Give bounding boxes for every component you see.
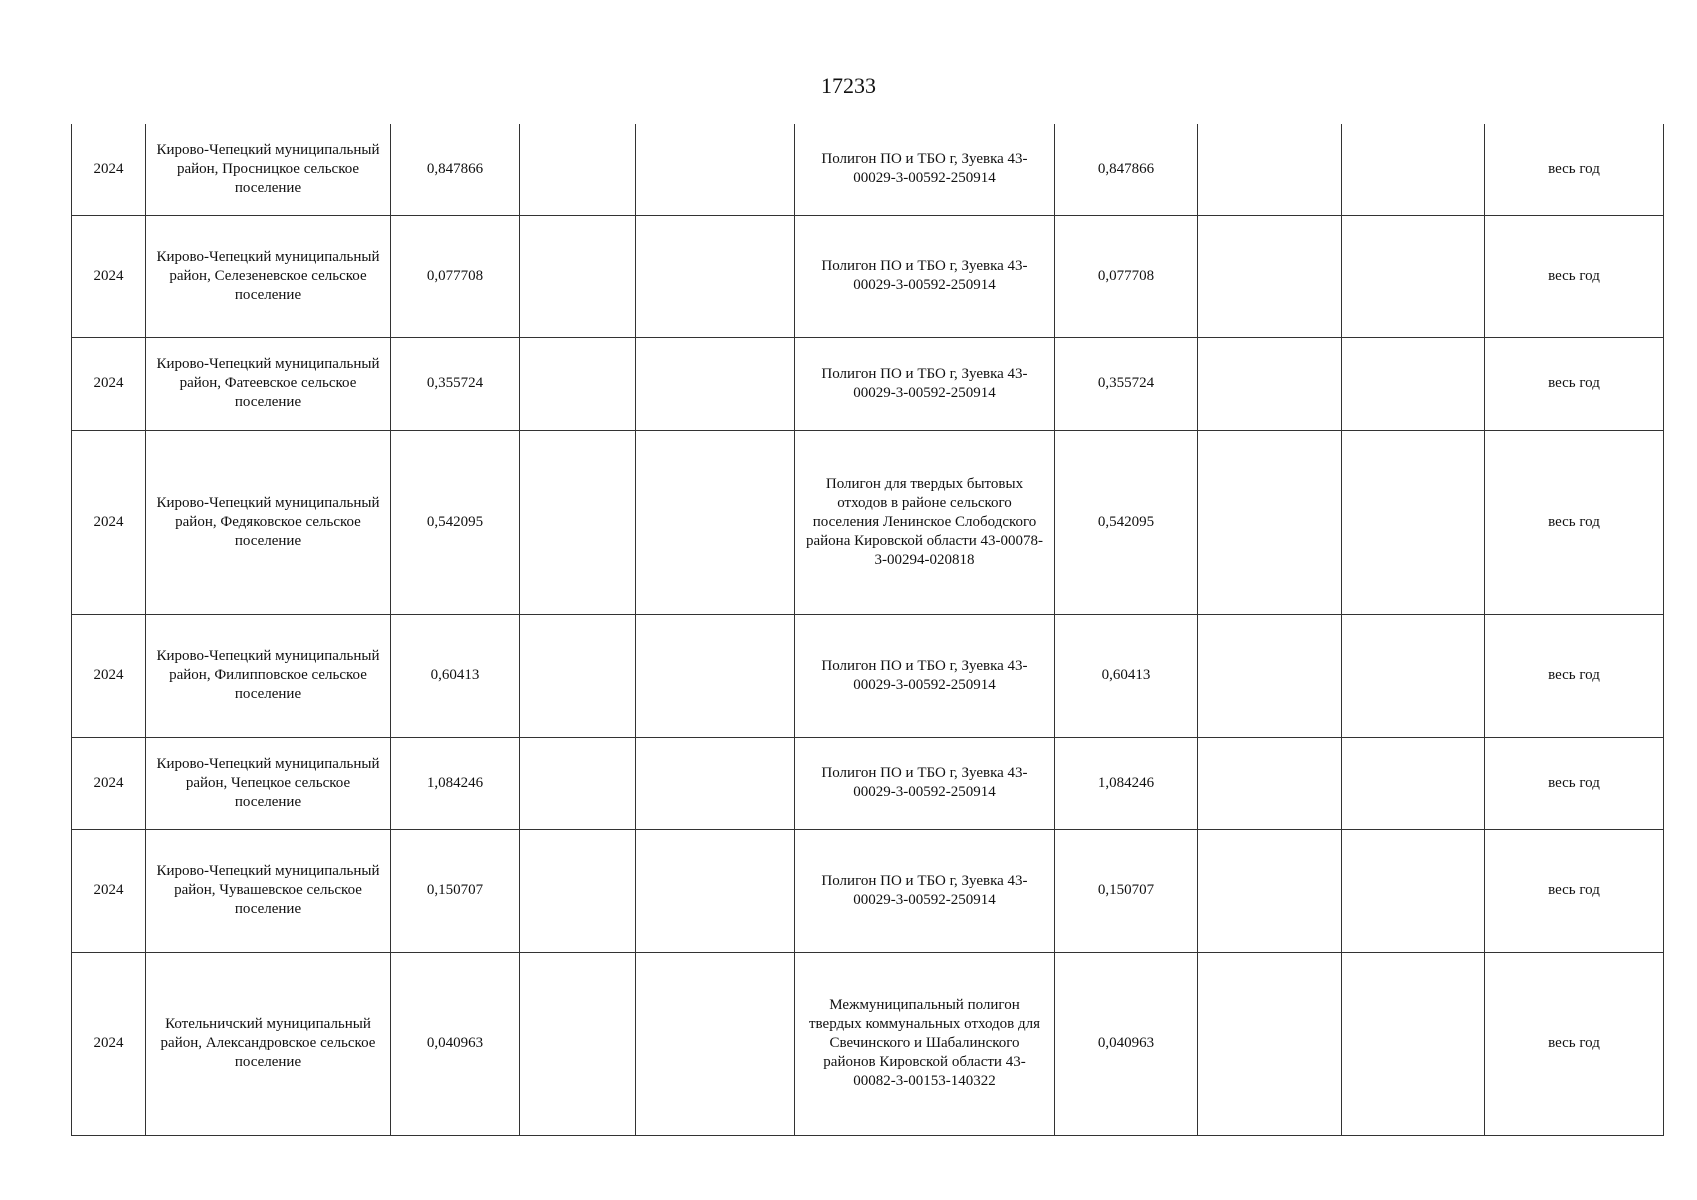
cell-empty-9	[1342, 430, 1485, 614]
cell-period: весь год	[1485, 124, 1664, 215]
cell-empty-5	[636, 737, 795, 829]
cell-empty-8	[1198, 952, 1342, 1135]
cell-empty-9	[1342, 337, 1485, 430]
cell-empty-4	[520, 737, 636, 829]
cell-empty-4	[520, 215, 636, 337]
cell-amount-2: 1,084246	[1055, 737, 1198, 829]
cell-year: 2024	[72, 614, 146, 737]
cell-period: весь год	[1485, 737, 1664, 829]
cell-empty-8	[1198, 614, 1342, 737]
cell-municipality: Кирово-Чепецкий муниципальный район, Чувашевское сельское поселение	[146, 829, 391, 952]
cell-empty-8	[1198, 737, 1342, 829]
cell-municipality: Кирово-Чепецкий муниципальный район, Филипповское сельское поселение	[146, 614, 391, 737]
cell-disposal-object: Полигон ПО и ТБО г, Зуевка 43-00029-3-00592-250914	[795, 124, 1055, 215]
cell-amount: 0,077708	[391, 215, 520, 337]
table-row	[72, 337, 1664, 430]
cell-empty-5	[636, 430, 795, 614]
cell-empty-8	[1198, 215, 1342, 337]
cell-empty-5	[636, 124, 795, 215]
table-row	[72, 614, 1664, 737]
cell-year: 2024	[72, 430, 146, 614]
cell-empty-4	[520, 430, 636, 614]
cell-period: весь год	[1485, 337, 1664, 430]
cell-amount-2: 0,542095	[1055, 430, 1198, 614]
cell-amount: 0,542095	[391, 430, 520, 614]
cell-disposal-object: Полигон ПО и ТБО г, Зуевка 43-00029-3-00592-250914	[795, 337, 1055, 430]
cell-amount: 1,084246	[391, 737, 520, 829]
cell-disposal-object: Полигон ПО и ТБО г, Зуевка 43-00029-3-00592-250914	[795, 737, 1055, 829]
cell-empty-9	[1342, 215, 1485, 337]
cell-disposal-object: Полигон для твердых бытовых отходов в районе сельского поселения Ленинское Слободского района Кировской области 43-00078-3-00294-020818	[795, 430, 1055, 614]
cell-amount-2: 0,355724	[1055, 337, 1198, 430]
cell-amount-2: 0,077708	[1055, 215, 1198, 337]
cell-municipality: Кирово-Чепецкий муниципальный район, Фатеевское сельское поселение	[146, 337, 391, 430]
waste-registry-table	[71, 124, 1664, 1136]
cell-empty-5	[636, 952, 795, 1135]
cell-municipality: Кирово-Чепецкий муниципальный район, Просницкое сельское поселение	[146, 124, 391, 215]
cell-period: весь год	[1485, 614, 1664, 737]
cell-disposal-object: Полигон ПО и ТБО г, Зуевка 43-00029-3-00592-250914	[795, 614, 1055, 737]
cell-empty-8	[1198, 337, 1342, 430]
cell-municipality: Кирово-Чепецкий муниципальный район, Федяковское сельское поселение	[146, 430, 391, 614]
table-row	[72, 215, 1664, 337]
cell-empty-4	[520, 124, 636, 215]
cell-period: весь год	[1485, 952, 1664, 1135]
cell-amount-2: 0,847866	[1055, 124, 1198, 215]
cell-empty-4	[520, 614, 636, 737]
cell-amount: 0,60413	[391, 614, 520, 737]
cell-empty-5	[636, 215, 795, 337]
cell-empty-5	[636, 829, 795, 952]
cell-empty-8	[1198, 829, 1342, 952]
cell-year: 2024	[72, 124, 146, 215]
table-row	[72, 952, 1664, 1135]
cell-disposal-object: Полигон ПО и ТБО г, Зуевка 43-00029-3-00592-250914	[795, 829, 1055, 952]
cell-period: весь год	[1485, 430, 1664, 614]
cell-amount-2: 0,60413	[1055, 614, 1198, 737]
cell-amount: 0,040963	[391, 952, 520, 1135]
cell-year: 2024	[72, 215, 146, 337]
cell-amount: 0,150707	[391, 829, 520, 952]
cell-municipality: Кирово-Чепецкий муниципальный район, Чепецкое сельское поселение	[146, 737, 391, 829]
cell-empty-5	[636, 614, 795, 737]
cell-period: весь год	[1485, 215, 1664, 337]
page-number: 17233	[821, 73, 876, 98]
cell-year: 2024	[72, 952, 146, 1135]
cell-amount-2: 0,040963	[1055, 952, 1198, 1135]
cell-year: 2024	[72, 337, 146, 430]
cell-period: весь год	[1485, 829, 1664, 952]
cell-empty-5	[636, 337, 795, 430]
cell-amount: 0,847866	[391, 124, 520, 215]
cell-empty-9	[1342, 829, 1485, 952]
table-row	[72, 124, 1664, 215]
cell-empty-8	[1198, 124, 1342, 215]
cell-empty-9	[1342, 124, 1485, 215]
cell-amount: 0,355724	[391, 337, 520, 430]
cell-empty-4	[520, 829, 636, 952]
cell-disposal-object: Межмуниципальный полигон твердых коммунальных отходов для Свечинского и Шабалинского районов Кировской области 43-00082-3-00153-140322	[795, 952, 1055, 1135]
cell-empty-4	[520, 952, 636, 1135]
cell-empty-4	[520, 337, 636, 430]
table-row	[72, 430, 1664, 614]
table-row	[72, 829, 1664, 952]
cell-municipality: Котельничский муниципальный район, Александровское сельское поселение	[146, 952, 391, 1135]
cell-empty-9	[1342, 737, 1485, 829]
cell-year: 2024	[72, 829, 146, 952]
cell-municipality: Кирово-Чепецкий муниципальный район, Селезеневское сельское поселение	[146, 215, 391, 337]
table-row	[72, 737, 1664, 829]
cell-empty-8	[1198, 430, 1342, 614]
cell-disposal-object: Полигон ПО и ТБО г, Зуевка 43-00029-3-00592-250914	[795, 215, 1055, 337]
cell-amount-2: 0,150707	[1055, 829, 1198, 952]
cell-empty-9	[1342, 614, 1485, 737]
cell-year: 2024	[72, 737, 146, 829]
cell-empty-9	[1342, 952, 1485, 1135]
